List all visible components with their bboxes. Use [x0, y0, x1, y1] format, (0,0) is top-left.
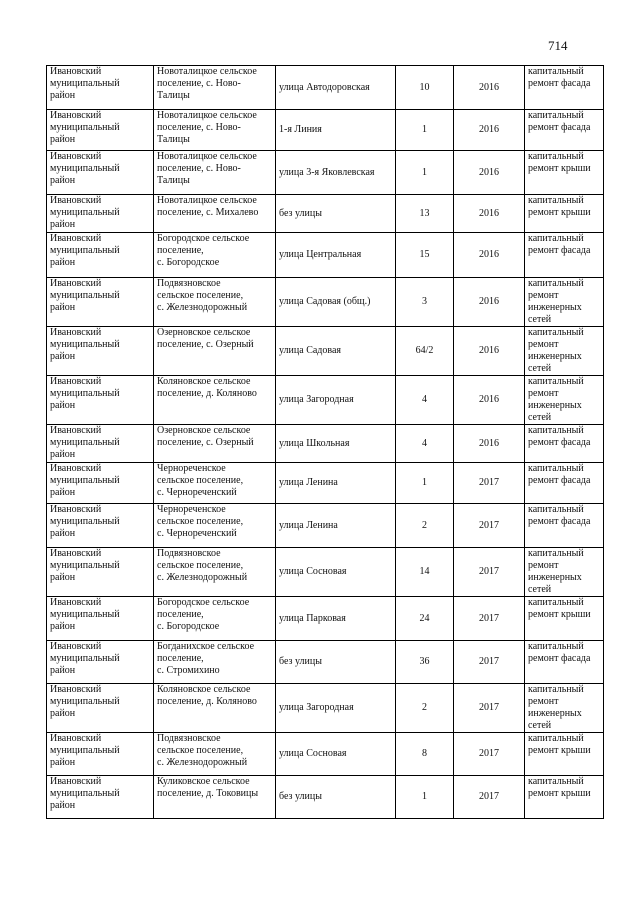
settlement-cell-text: Коляновское сельское поселение, д. Коляново [157, 684, 257, 707]
year-cell-text: 2017 [479, 519, 499, 531]
work-type-cell-text: капитальный ремонт инженерных сетей [528, 684, 584, 731]
house-number-cell-text: 8 [422, 748, 427, 759]
house-number-cell-text: 1 [422, 791, 427, 802]
district-cell [47, 327, 154, 376]
district-cell [47, 597, 154, 641]
work-type-cell [525, 151, 604, 195]
house-number-cell [396, 151, 454, 195]
district-cell-text: Ивановский муниципальный район [50, 327, 120, 362]
street-cell [276, 776, 396, 819]
year-cell-text: 2017 [479, 702, 499, 713]
table-row [47, 463, 604, 504]
year-cell [454, 151, 525, 195]
house-number-cell-text: 3 [422, 296, 427, 307]
district-cell [47, 376, 154, 425]
work-type-cell-text: капитальный ремонт крыши [528, 776, 591, 799]
work-type-cell-text: капитальный ремонт крыши [528, 151, 591, 174]
district-cell [47, 278, 154, 327]
house-number-cell [396, 733, 454, 776]
house-number-cell-text: 24 [419, 612, 430, 624]
settlement-cell-text: Новоталицкое сельское поселение, с. Ново- Талицы [157, 151, 257, 186]
street-cell [276, 195, 396, 233]
district-cell [47, 66, 154, 110]
work-type-cell [525, 195, 604, 233]
work-type-cell [525, 597, 604, 641]
table-row [47, 278, 604, 327]
work-type-cell-text: капитальный ремонт крыши [528, 733, 591, 756]
street-cell [276, 733, 396, 776]
work-type-cell [525, 110, 604, 151]
work-type-cell [525, 233, 604, 278]
house-number-cell-text: 1 [422, 166, 427, 178]
settlement-cell [154, 776, 276, 819]
work-type-cell [525, 376, 604, 425]
year-cell [454, 733, 525, 776]
year-cell-text: 2017 [479, 477, 499, 488]
house-number-cell [396, 110, 454, 151]
house-number-cell-text: 4 [422, 394, 427, 405]
settlement-cell-text: Богданихское сельское поселение, с. Стромихино [157, 641, 255, 676]
district-cell-text: Ивановский муниципальный район [50, 233, 120, 268]
settlement-cell [154, 597, 276, 641]
district-cell [47, 684, 154, 733]
house-number-cell [396, 776, 454, 819]
house-number-cell-text: 1 [422, 124, 427, 135]
work-type-cell-text: капитальный ремонт фасада [528, 425, 591, 448]
district-cell [47, 548, 154, 597]
year-cell-text: 2017 [479, 748, 499, 759]
table-row [47, 425, 604, 463]
year-cell-text: 2016 [479, 124, 499, 135]
street-cell [276, 66, 396, 110]
house-number-cell-text: 36 [419, 656, 430, 667]
year-cell-text: 2017 [479, 791, 499, 802]
settlement-cell [154, 425, 276, 463]
work-type-cell-text: капитальный ремонт крыши [528, 195, 591, 218]
year-cell-text: 2016 [479, 437, 499, 449]
house-number-cell-text: 4 [422, 437, 427, 449]
district-cell [47, 195, 154, 233]
settlement-cell [154, 151, 276, 195]
district-cell-text: Ивановский муниципальный район [50, 151, 120, 186]
table-row [47, 195, 604, 233]
table-row [47, 233, 604, 278]
work-type-cell [525, 684, 604, 733]
street-cell-text: улица Центральная [279, 249, 362, 260]
house-number-cell-text: 1 [422, 477, 427, 488]
settlement-cell-text: Озерновское сельское поселение, с. Озерный [157, 425, 254, 448]
work-type-cell [525, 776, 604, 819]
settlement-cell [154, 376, 276, 425]
district-cell-text: Ивановский муниципальный район [50, 684, 120, 719]
settlement-cell-text: Подвязновское сельское поселение, с. Железнодорожный [157, 548, 248, 583]
settlement-cell [154, 327, 276, 376]
street-cell-text: без улицы [279, 656, 322, 667]
district-cell-text: Ивановский муниципальный район [50, 66, 120, 101]
settlement-cell [154, 684, 276, 733]
work-type-cell-text: капитальный ремонт фасада [528, 110, 591, 133]
house-number-cell [396, 376, 454, 425]
street-cell-text: улица Школьная [279, 437, 350, 449]
district-cell [47, 151, 154, 195]
street-cell [276, 597, 396, 641]
street-cell [276, 463, 396, 504]
repair-schedule-table [46, 65, 604, 819]
year-cell [454, 597, 525, 641]
street-cell [276, 548, 396, 597]
year-cell-text: 2017 [479, 612, 499, 624]
work-type-cell-text: капитальный ремонт фасада [528, 66, 591, 89]
house-number-cell-text: 10 [419, 81, 430, 93]
work-type-cell [525, 548, 604, 597]
settlement-cell-text: Богородское сельское поселение, с. Богородское [157, 233, 250, 268]
house-number-cell-text: 15 [419, 249, 430, 260]
table-row [47, 110, 604, 151]
year-cell-text: 2016 [479, 81, 499, 93]
street-cell-text: улица 3-я Яковлевская [279, 166, 375, 178]
district-cell-text: Ивановский муниципальный район [50, 425, 120, 460]
year-cell [454, 278, 525, 327]
year-cell-text: 2017 [479, 656, 499, 667]
table-row [47, 597, 604, 641]
street-cell-text: улица Садовая (общ.) [279, 296, 371, 307]
year-cell-text: 2017 [479, 566, 499, 577]
district-cell [47, 776, 154, 819]
settlement-cell [154, 233, 276, 278]
year-cell [454, 66, 525, 110]
year-cell [454, 233, 525, 278]
house-number-cell [396, 504, 454, 548]
street-cell-text: улица Ленина [279, 477, 338, 488]
settlement-cell-text: Подвязновское сельское поселение, с. Железнодорожный [157, 278, 248, 313]
district-cell [47, 641, 154, 684]
year-cell [454, 425, 525, 463]
settlement-cell-text: Чернореченское сельское поселение, с. Чернореченский [157, 504, 244, 539]
settlement-cell-text: Озерновское сельское поселение, с. Озерный [157, 327, 254, 350]
street-cell [276, 641, 396, 684]
work-type-cell [525, 66, 604, 110]
street-cell-text: улица Сосновая [279, 566, 347, 577]
work-type-cell [525, 278, 604, 327]
settlement-cell [154, 110, 276, 151]
district-cell-text: Ивановский муниципальный район [50, 548, 120, 583]
work-type-cell [525, 733, 604, 776]
district-cell [47, 233, 154, 278]
settlement-cell-text: Новоталицкое сельское поселение, с. Михалево [157, 195, 259, 218]
street-cell [276, 278, 396, 327]
work-type-cell [525, 463, 604, 504]
street-cell-text: 1-я Линия [279, 124, 322, 135]
year-cell-text: 2016 [479, 296, 499, 307]
settlement-cell [154, 733, 276, 776]
house-number-cell [396, 463, 454, 504]
settlement-cell [154, 641, 276, 684]
district-cell-text: Ивановский муниципальный район [50, 376, 120, 411]
house-number-cell [396, 597, 454, 641]
district-cell-text: Ивановский муниципальный район [50, 776, 120, 811]
settlement-cell [154, 278, 276, 327]
house-number-cell [396, 425, 454, 463]
table-body [47, 66, 604, 819]
page-number: 714 [548, 38, 568, 53]
year-cell [454, 327, 525, 376]
house-number-cell [396, 641, 454, 684]
work-type-cell-text: капитальный ремонт фасада [528, 463, 591, 486]
street-cell-text: без улицы [279, 791, 322, 802]
year-cell [454, 463, 525, 504]
street-cell [276, 376, 396, 425]
house-number-cell [396, 233, 454, 278]
table-row [47, 151, 604, 195]
settlement-cell-text: Куликовское сельское поселение, д. Токовицы [157, 776, 259, 799]
table-row [47, 66, 604, 110]
year-cell-text: 2016 [479, 249, 499, 260]
settlement-cell-text: Коляновское сельское поселение, д. Коляново [157, 376, 257, 399]
district-cell-text: Ивановский муниципальный район [50, 195, 120, 230]
work-type-cell-text: капитальный ремонт инженерных сетей [528, 376, 584, 423]
house-number-cell-text: 14 [419, 566, 430, 577]
work-type-cell-text: капитальный ремонт инженерных сетей [528, 327, 584, 374]
street-cell [276, 684, 396, 733]
street-cell-text: улица Загородная [279, 394, 354, 405]
street-cell [276, 233, 396, 278]
year-cell [454, 110, 525, 151]
table-row [47, 641, 604, 684]
work-type-cell [525, 641, 604, 684]
district-cell [47, 733, 154, 776]
street-cell [276, 151, 396, 195]
table-row [47, 376, 604, 425]
table-row [47, 504, 604, 548]
house-number-cell [396, 548, 454, 597]
year-cell [454, 504, 525, 548]
work-type-cell-text: капитальный ремонт фасада [528, 233, 591, 256]
settlement-cell [154, 66, 276, 110]
settlement-cell [154, 463, 276, 504]
settlement-cell [154, 548, 276, 597]
work-type-cell-text: капитальный ремонт фасада [528, 641, 591, 664]
district-cell-text: Ивановский муниципальный район [50, 278, 120, 313]
work-type-cell-text: капитальный ремонт крыши [528, 597, 591, 620]
house-number-cell-text: 2 [422, 519, 427, 531]
settlement-cell-text: Подвязновское сельское поселение, с. Железнодорожный [157, 733, 248, 768]
district-cell-text: Ивановский муниципальный район [50, 504, 120, 539]
work-type-cell [525, 327, 604, 376]
street-cell [276, 110, 396, 151]
work-type-cell [525, 504, 604, 548]
settlement-cell [154, 195, 276, 233]
year-cell-text: 2016 [479, 207, 499, 219]
house-number-cell [396, 278, 454, 327]
district-cell-text: Ивановский муниципальный район [50, 463, 120, 498]
district-cell [47, 425, 154, 463]
year-cell [454, 376, 525, 425]
table-row [47, 548, 604, 597]
house-number-cell [396, 195, 454, 233]
street-cell-text: улица Автодоровская [279, 81, 370, 93]
street-cell [276, 504, 396, 548]
year-cell [454, 548, 525, 597]
street-cell-text: без улицы [279, 207, 322, 219]
street-cell-text: улица Ленина [279, 519, 338, 531]
district-cell [47, 504, 154, 548]
district-cell-text: Ивановский муниципальный район [50, 733, 120, 768]
district-cell-text: Ивановский муниципальный район [50, 597, 120, 632]
table-row [47, 327, 604, 376]
street-cell-text: улица Загородная [279, 702, 354, 713]
street-cell-text: улица Парковая [279, 612, 346, 624]
settlement-cell-text: Новоталицкое сельское поселение, с. Ново- Талицы [157, 110, 257, 145]
settlement-cell [154, 504, 276, 548]
street-cell-text: улица Сосновая [279, 748, 347, 759]
work-type-cell-text: капитальный ремонт инженерных сетей [528, 548, 584, 595]
table-row [47, 684, 604, 733]
year-cell-text: 2016 [479, 394, 499, 405]
district-cell-text: Ивановский муниципальный район [50, 110, 120, 145]
settlement-cell-text: Богородское сельское поселение, с. Богородское [157, 597, 250, 632]
work-type-cell-text: капитальный ремонт фасада [528, 504, 591, 527]
street-cell [276, 425, 396, 463]
year-cell-text: 2016 [479, 166, 499, 178]
year-cell [454, 776, 525, 819]
settlement-cell-text: Чернореченское сельское поселение, с. Чернореченский [157, 463, 244, 498]
year-cell [454, 684, 525, 733]
year-cell [454, 195, 525, 233]
district-cell [47, 110, 154, 151]
street-cell [276, 327, 396, 376]
work-type-cell-text: капитальный ремонт инженерных сетей [528, 278, 584, 325]
house-number-cell [396, 684, 454, 733]
house-number-cell-text: 64/2 [415, 345, 434, 356]
settlement-cell-text: Новоталицкое сельское поселение, с. Ново- Талицы [157, 66, 257, 101]
house-number-cell-text: 13 [419, 207, 430, 219]
house-number-cell [396, 66, 454, 110]
table-row [47, 776, 604, 819]
district-cell [47, 463, 154, 504]
year-cell-text: 2016 [479, 345, 499, 356]
street-cell-text: улица Садовая [279, 345, 342, 356]
house-number-cell-text: 2 [422, 702, 427, 713]
table-row [47, 733, 604, 776]
work-type-cell [525, 425, 604, 463]
district-cell-text: Ивановский муниципальный район [50, 641, 120, 676]
year-cell [454, 641, 525, 684]
house-number-cell [396, 327, 454, 376]
